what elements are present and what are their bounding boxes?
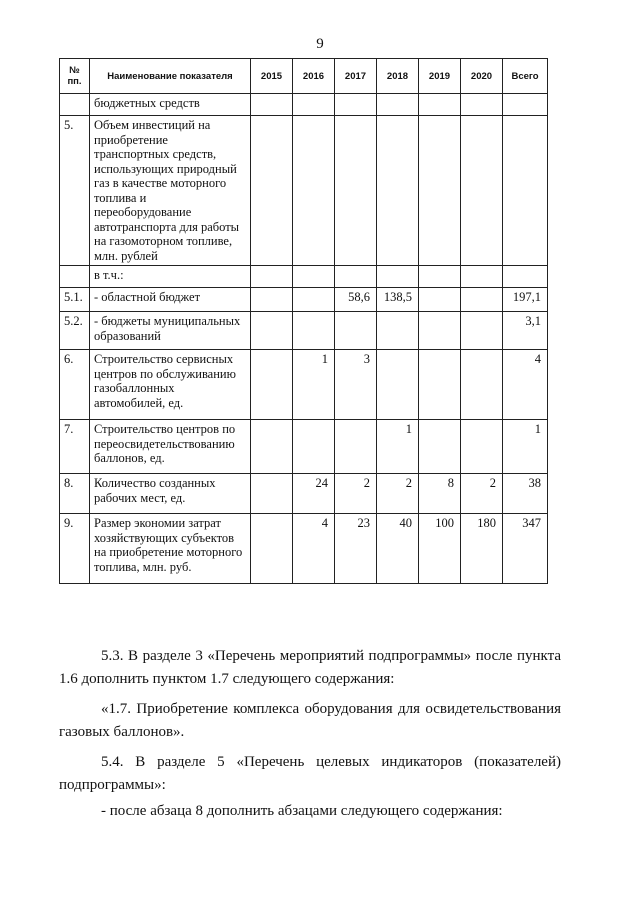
column-header: 2015 [251,59,293,94]
value-cell [419,288,461,312]
table-row [60,474,548,514]
value-cell [251,116,293,266]
value-cell [461,94,503,116]
value-cell: 3,1 [503,312,548,350]
table-row [60,312,548,350]
value-cell [419,116,461,266]
value-cell [461,312,503,350]
table-header-row [60,59,548,94]
value-cell: 1 [293,350,335,420]
value-cell [503,266,548,288]
value-cell: 1 [377,420,419,474]
value-cell [419,266,461,288]
indicator-name-cell: Размер экономии затрат хозяйствующих субъектов на приобретение моторного топлива, млн. руб. [90,514,251,584]
value-cell [335,312,377,350]
value-cell [419,312,461,350]
value-cell [293,288,335,312]
row-number-cell: 7. [60,420,90,474]
value-cell [293,312,335,350]
value-cell: 4 [503,350,548,420]
indicator-name-cell: Строительство сервисных центров по обслуживанию газобаллонных автомобилей, ед. [90,350,251,420]
indicator-name-cell: в т.ч.: [90,266,251,288]
column-header: Всего [503,59,548,94]
row-number-cell [60,266,90,288]
paragraph-item-1-7: «1.7. Приобретение комплекса оборудования для освидетельствования газовых баллонов». [59,701,561,740]
column-header: 2017 [335,59,377,94]
value-cell [377,350,419,420]
value-cell: 1 [503,420,548,474]
value-cell [251,514,293,584]
value-cell: 38 [503,474,548,514]
row-number-cell: 8. [60,474,90,514]
indicator-name-cell: Строительство центров по переосвидетельствованию баллонов, ед. [90,420,251,474]
value-cell [419,350,461,420]
value-cell [335,94,377,116]
table-row [60,266,548,288]
value-cell: 40 [377,514,419,584]
table-row [60,420,548,474]
row-number-cell: 6. [60,350,90,420]
value-cell [503,94,548,116]
value-cell [251,312,293,350]
value-cell [251,288,293,312]
column-header: 2019 [419,59,461,94]
value-cell [335,116,377,266]
value-cell [251,266,293,288]
value-cell: 197,1 [503,288,548,312]
table-row [60,288,548,312]
value-cell [251,474,293,514]
value-cell: 2 [461,474,503,514]
row-number-cell: 5.2. [60,312,90,350]
value-cell: 24 [293,474,335,514]
value-cell [251,420,293,474]
indicators-table [59,58,548,584]
value-cell [293,116,335,266]
indicator-name-cell: бюджетных средств [90,94,251,116]
table-row [60,116,548,266]
row-number-cell: 5. [60,116,90,266]
value-cell [251,350,293,420]
value-cell [293,94,335,116]
indicator-name-cell: - областной бюджет [90,288,251,312]
table-row [60,94,548,116]
value-cell [419,94,461,116]
value-cell: 180 [461,514,503,584]
value-cell: 58,6 [335,288,377,312]
value-cell [377,266,419,288]
value-cell: 23 [335,514,377,584]
value-cell: 347 [503,514,548,584]
value-cell [461,288,503,312]
paragraph-after-8: - после абзаца 8 дополнить абзацами следующего содержания: [101,803,503,819]
row-number-cell [60,94,90,116]
value-cell [419,420,461,474]
value-cell: 2 [377,474,419,514]
value-cell [335,420,377,474]
value-cell [461,420,503,474]
value-cell: 2 [335,474,377,514]
value-cell [293,266,335,288]
value-cell [293,420,335,474]
value-cell [503,116,548,266]
paragraph-5-4: 5.4. В разделе 5 «Перечень целевых индикаторов (показателей) подпрограммы»: [59,754,561,793]
value-cell [377,94,419,116]
indicator-name-cell: Количество созданных рабочих мест, ед. [90,474,251,514]
column-header: 2016 [293,59,335,94]
value-cell [251,94,293,116]
value-cell [335,266,377,288]
column-header: 2018 [377,59,419,94]
row-number-cell: 9. [60,514,90,584]
row-number-cell: 5.1. [60,288,90,312]
body-text [59,645,561,823]
value-cell: 4 [293,514,335,584]
value-cell: 8 [419,474,461,514]
column-header: 2020 [461,59,503,94]
indicator-name-cell: - бюджеты муниципальных образований [90,312,251,350]
value-cell [377,116,419,266]
value-cell [377,312,419,350]
value-cell: 100 [419,514,461,584]
value-cell: 138,5 [377,288,419,312]
value-cell [461,116,503,266]
value-cell: 3 [335,350,377,420]
column-header: № пп. [60,59,90,94]
column-header: Наименование показателя [90,59,251,94]
table-body [60,94,548,584]
page-number: 9 [316,36,324,52]
table-row [60,350,548,420]
value-cell [461,266,503,288]
indicator-name-cell: Объем инвестиций на приобретение транспортных средств, использующих природный газ в качестве моторного топлива и переоборудование автотранспорта для работы на газомоторном топливе, млн. рублей [90,116,251,266]
table-row [60,514,548,584]
paragraph-5-3: 5.3. В разделе 3 «Перечень мероприятий подпрограммы» после пункта 1.6 дополнить пунктом 1.7 следующего содержания: [59,648,561,687]
value-cell [461,350,503,420]
